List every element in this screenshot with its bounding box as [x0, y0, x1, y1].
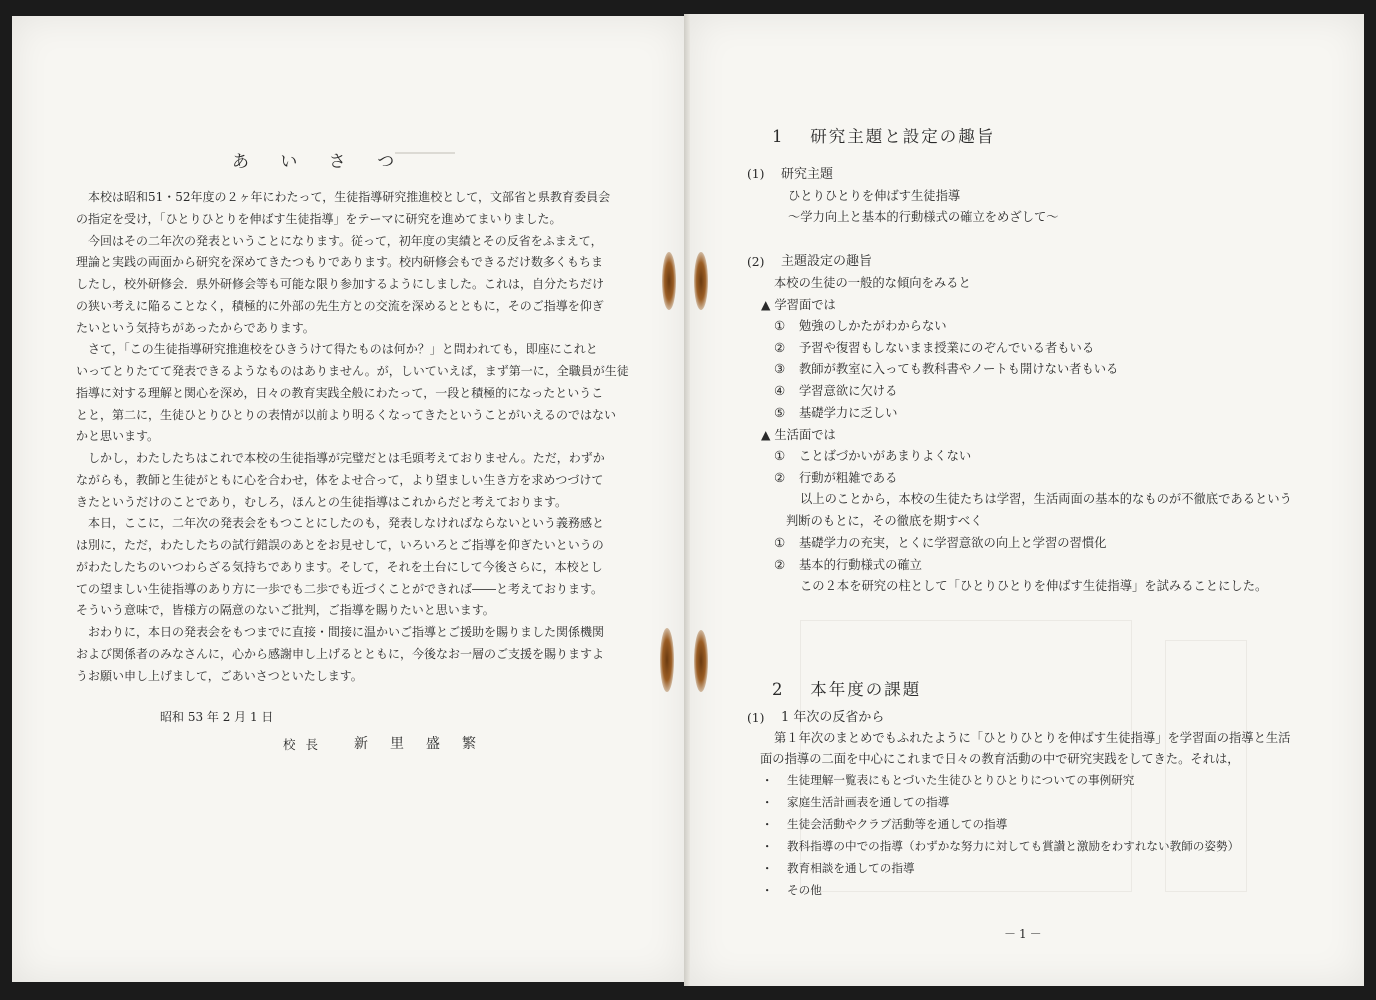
- body-line: 今回はその二年次の発表ということになります。従って，初年度の実績とその反省をふまえて，: [88, 233, 603, 248]
- bullet-item: 生徒会活動やクラブ活動等を通しての指導: [787, 817, 1008, 831]
- body-line: たいという気持ちがあったからであります。: [76, 320, 315, 335]
- subsection-number: (2): [747, 255, 765, 269]
- list-item: 基本的行動様式の確立: [799, 558, 922, 572]
- research-theme: ひとりひとりを伸ばす生徒指導: [788, 189, 961, 203]
- body-line: 指導に対する理解と関心を深め，日々の教育実践全般にわたって，一段と積極的になったというこ: [76, 385, 604, 400]
- list-number: ①: [774, 449, 786, 463]
- conclusion-text: 以上のことから，本校の生徒たちは学習，生活両面の基本的なものが不徹底であるという: [800, 492, 1292, 506]
- body-line: そういう意味で，皆様方の隔意のないご批判，ご指導を賜りたいと思います。: [76, 603, 495, 618]
- list-number: ②: [774, 471, 786, 485]
- subsection-number: (1): [747, 711, 765, 725]
- list-number: ④: [774, 384, 786, 399]
- list-number: ②: [774, 340, 786, 355]
- bullet-mark: ・: [761, 774, 774, 788]
- list-number: ①: [774, 536, 786, 550]
- bullet-mark: ・: [761, 884, 774, 898]
- conclusion-text: 判断のもとに，その徹底を期すべく: [786, 514, 983, 528]
- bullet-item: 生徒理解一覧表にもとづいた生徒ひとりひとりについての事例研究: [787, 773, 1135, 787]
- body-line: おわりに，本日の発表会をもつまでに直接・間接に温かいご指導とご援助を賜りました関係機関: [88, 625, 605, 639]
- list-item: 学習意欲に欠ける: [799, 384, 898, 399]
- body-line: および関係者のみなさんに，心から感謝申し上げるとともに，今後なお一層のご支援を賜りますよ: [76, 646, 605, 661]
- body-line: しかし，わたしたちはこれで本校の生徒指導が完璧だとは毛頭考えておりません。ただ，わずか: [88, 451, 605, 465]
- subsection-title: 主題設定の趣旨: [781, 254, 873, 269]
- bullet-mark: ・: [761, 818, 774, 832]
- section-2-heading: 2 本年度の課題: [772, 680, 922, 699]
- subsection-number: (1): [747, 167, 765, 181]
- body-line: の狭い考えに陥ることなく，積極的に外部の先生方との交流を深めるとともに，そのご指導を仰ぎ: [76, 298, 604, 313]
- section-2-paragraph: 第１年次のまとめでもふれたように「ひとりひとりを伸ばす生徒指導」を学習面の指導と生活: [774, 731, 1291, 745]
- subsection-title: 研究主題: [781, 167, 834, 182]
- body-line: ての望ましい生徒指導のあり方に一歩でも二歩でも近づくことができれば――と考えております。: [76, 581, 604, 596]
- body-line: かと思います。: [76, 429, 160, 444]
- signature-role: 校 長: [283, 737, 321, 752]
- list-item: 行動が粗雑である: [799, 471, 898, 485]
- page-number: －1－: [1004, 927, 1045, 941]
- list-item: 教師が教室に入っても教科書やノートも開けない者もいる: [799, 362, 1119, 377]
- body-line: したし，校外研修会．県外研修会等も可能な限り参加するようにしました。これは，自分たちだけ: [76, 277, 605, 291]
- body-line: いってとりたてて発表できるようなものはありません。が，しいていえば，まず第一に，全職員が生徒: [76, 364, 629, 378]
- list-item: 勉強のしかたがわからない: [799, 319, 947, 333]
- body-line: の指定を受け，「ひとりひとりを伸ばす生徒指導」をテーマに研究を進めてまいりました。: [76, 211, 562, 226]
- page-title: あ い さ つ: [232, 152, 408, 172]
- bullet-mark: ・: [761, 840, 774, 854]
- body-line: 本校は昭和51・52年度の２ヶ年にわたって，生徒指導研究推進校として，文部省と県教育委員会: [88, 190, 611, 204]
- body-line: うお願い申し上げまして，ごあいさつといたします。: [76, 668, 363, 683]
- section-1-heading: 1 研究主題と設定の趣旨: [772, 127, 996, 146]
- list-item: 基礎学力に乏しい: [799, 405, 898, 420]
- goal-conclusion: この２本を研究の柱として「ひとりひとりを伸ばす生徒指導」を試みることにした。: [800, 579, 1268, 593]
- body-line: は別に，ただ，わたしたちの試行錯誤のあとをお見せして，いろいろとご指導を仰ぎたいというの: [76, 538, 604, 552]
- body-line: とと，第二に，生徒ひとりひとりの表情が以前より明るくなってきたということがいえるのではない: [76, 407, 617, 422]
- body-line: 本日，ここに，二年次の発表会をもつことにしたのも，発表しなければならないという義務感と: [88, 516, 605, 531]
- list-number: ⑤: [774, 405, 786, 420]
- list-item: ことばづかいがあまりよくない: [799, 449, 972, 463]
- rust-stain: [660, 628, 674, 692]
- research-subtheme: 〜学力向上と基本的行動様式の確立をめざして〜: [788, 210, 1059, 224]
- body-line: がわたしたちのいつわらざる気持ちであります。そして，それを土台にして今後さらに，本校とし: [76, 559, 603, 574]
- list-number: ③: [774, 362, 786, 377]
- rust-stain: [662, 252, 676, 310]
- bullet-mark: ・: [761, 796, 774, 810]
- life-header: ▲ 生活面では: [761, 428, 836, 442]
- rust-stain: [694, 252, 708, 310]
- body-line: ながらも，教師と生徒がともに心を合わせ，体をよせ合って，より望ましい生き方を求めつづけて: [76, 472, 604, 487]
- show-through-bleed: [1165, 640, 1247, 892]
- section-2-paragraph: 面の指導の二面を中心にこれまで日々の教育活動の中で研究実践をしてきた。それは，: [760, 752, 1240, 766]
- rust-stain: [694, 630, 708, 692]
- bullet-item: その他: [787, 883, 822, 897]
- document-date: 昭和 53 年 2 月 1 日: [160, 710, 274, 724]
- signature-name: 新 里 盛 繁: [354, 736, 480, 752]
- list-item: 基礎学力の充実，とくに学習意欲の向上と学習の習慣化: [799, 536, 1107, 550]
- bullet-item: 家庭生活計画表を通しての指導: [787, 795, 950, 809]
- body-line: 理論と実践の両面から研究を深めてきたつもりであります。校内研修会もできるだけ数多くもちま: [76, 255, 604, 270]
- body-line: きたというだけのことであり，むしろ，ほんとの生徒指導はこれからだと考えております。: [76, 494, 568, 509]
- list-number: ②: [774, 558, 786, 572]
- subsection-title: 1 年次の反省から: [781, 710, 885, 725]
- study-header: ▲ 学習面では: [761, 298, 836, 312]
- bullet-item: 教育相談を通しての指導: [787, 861, 915, 875]
- body-line: さて，「この生徒指導研究推進校をひきうけて得たものは何か？」と問われても，即座にこれと: [88, 342, 598, 357]
- bullet-item: 教科指導の中での指導（わずかな努力に対しても賞讃と激励をわすれない教師の姿勢）: [787, 839, 1240, 853]
- bullet-mark: ・: [761, 862, 774, 876]
- list-number: ①: [774, 319, 786, 333]
- intro-text: 本校の生徒の一般的な傾向をみると: [774, 276, 971, 290]
- list-item: 予習や復習もしないまま授業にのぞんでいる者もいる: [799, 340, 1095, 355]
